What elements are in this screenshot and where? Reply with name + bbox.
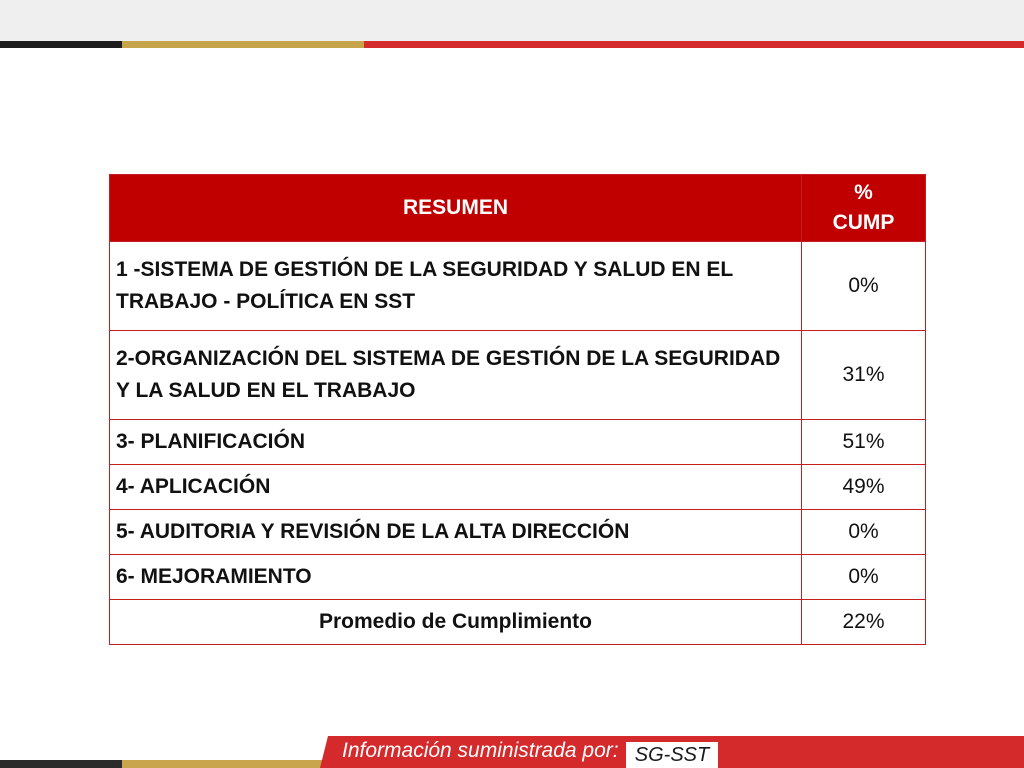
row-value: 0% [802,510,926,555]
row-value: 51% [802,420,926,465]
header-pct-symbol: % [854,181,873,204]
row-label: 2-ORGANIZACIÓN DEL SISTEMA DE GESTIÓN DE LA SEGURIDAD Y LA SALUD EN EL TRABAJO [110,331,802,420]
row-label: 3- PLANIFICACIÓN [110,420,802,465]
header-cump-label: CUMP [832,211,895,234]
table-row [110,331,926,420]
accent-stripe-black [0,41,122,48]
header-resumen: RESUMEN [110,175,802,242]
header-pct-cump [802,175,926,242]
accent-stripe-gold [122,41,364,48]
footer-bar [0,736,1024,768]
footer-org-label: SG-SST [626,742,718,768]
total-value: 22% [802,600,926,645]
row-label: 4- APLICACIÓN [110,465,802,510]
table-row [110,420,926,465]
row-label: 6- MEJORAMIENTO [110,555,802,600]
table-row [110,242,926,331]
row-value: 49% [802,465,926,510]
table-row [110,465,926,510]
accent-stripe-red [364,41,1024,48]
row-label: 5- AUDITORIA Y REVISIÓN DE LA ALTA DIRECCIÓN [110,510,802,555]
row-value: 31% [802,331,926,420]
table-row [110,510,926,555]
footer-stripe-dark [0,760,122,768]
row-value: 0% [802,555,926,600]
table-total-row [110,600,926,645]
table-header-row [110,175,926,242]
total-label: Promedio de Cumplimiento [110,600,802,645]
footer-caption: Información suministrada por: [342,739,619,762]
row-label: 1 -SISTEMA DE GESTIÓN DE LA SEGURIDAD Y SALUD EN EL TRABAJO - POLÍTICA EN SST [110,242,802,331]
summary-table [109,174,926,645]
table-row [110,555,926,600]
top-band [0,0,1024,41]
row-value: 0% [802,242,926,331]
